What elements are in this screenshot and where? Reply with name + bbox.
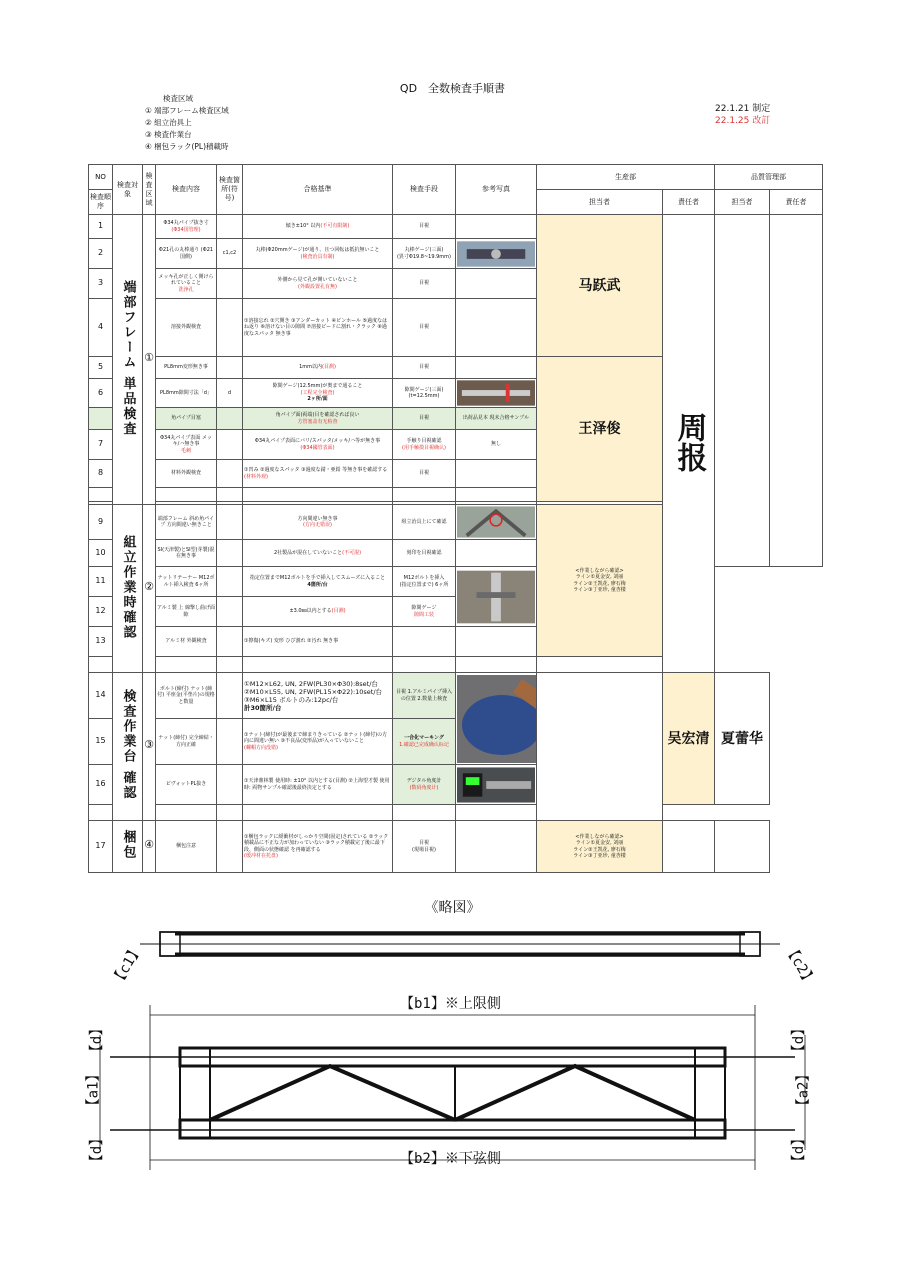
line-3: ライン③丁亚珍, 童杏楼 [573, 587, 626, 593]
row-content: アルミ製 上 線撃し曲げ面 隙 [156, 597, 217, 627]
hdr-order: 検査順序 [89, 190, 113, 215]
row-content: アルミ材 外観検査 [156, 627, 217, 657]
hdr-qa-person: 担当者 [715, 190, 770, 215]
row-no: 4 [89, 299, 113, 357]
zone-4-label: ④ [144, 838, 154, 852]
row-method: 目視 [393, 215, 456, 239]
method-text: 目視 [418, 840, 429, 846]
row-content: SI(天津製)とSI型(芽製)混在無き事 [156, 540, 217, 567]
line-1: ライン①夏金安, 刘丽 [575, 840, 624, 846]
label-d-top-right: 【d】 [791, 1021, 808, 1059]
row-photo: 無し [456, 430, 537, 460]
zone-2-label: ② [144, 580, 154, 594]
responsible-name: 周报 [671, 412, 707, 473]
row-method: 組立治具上にて確認 [393, 505, 456, 540]
side-view [100, 1005, 805, 1170]
hdr-target: 検査対象 [113, 165, 143, 215]
criteria-text: ①凹み ②過度なスパッタ ③過度な錆・亜鉛 等無き事を確認する [244, 467, 388, 473]
criteria-text: Φ34丸パイプ表面にバリ/スパッタ/メッキ/ハ等が無き事 [254, 438, 381, 444]
hdr-method: 検査手段 [393, 165, 456, 215]
method-sub: 1.確認已完成确认标记 [399, 741, 449, 748]
row-content: 梱包注意 [156, 821, 217, 873]
hdr-no: NO [89, 165, 113, 190]
criteria-text: 角パイプ面(両端)目を確認されば良い [275, 412, 360, 418]
confirm-title: <作業しながら確認> [575, 567, 624, 574]
method-text: 手触り目視確認 [406, 438, 442, 444]
diagram-title: 《略図》 [424, 900, 481, 916]
hdr-qa-resp: 責任者 [770, 190, 823, 215]
row-content: 角パイプ目塞 [156, 408, 217, 430]
method-sub: (用手触摸目視确认) [402, 444, 446, 451]
row-photo: 出荷品見本 現未合格サンプル [456, 408, 537, 430]
row-method: 目視 [393, 299, 456, 357]
method-text: 丸棒ゲージ(三面) [404, 247, 444, 253]
group-2-label: 組立作業時確認 [120, 534, 136, 640]
line-2: ライン②王凯花, 廖石梅 [573, 580, 626, 587]
method-sub: (異寸Φ19.8~19.9mm) [396, 253, 452, 260]
criteria-red: (螺帽方向没错) [244, 744, 278, 751]
criteria-text: ±3.0㎜以内とする [289, 608, 332, 615]
criteria-bold: 計30箇所/台 [244, 703, 282, 712]
hdr-qa-dept: 品質管理部 [715, 165, 823, 190]
qa-resp-name: 夏蕾华 [721, 730, 763, 747]
criteria-bold: 2ヶ所/面 [307, 396, 328, 403]
row-no: 11 [89, 567, 113, 597]
row-no: 13 [89, 627, 113, 657]
row-content: ナットリテーナー M12ボルト挿入検査 6ヶ所 [156, 567, 217, 597]
line-2: ライン②王凯花, 廖石梅 [573, 846, 626, 853]
area-3: ③ 検査作業台 [145, 130, 192, 139]
hdr-prod-dept: 生産部 [537, 165, 715, 190]
label-a1: 【a1】 [85, 1067, 102, 1113]
row-content: PL8mm隙間寸法「d」 [156, 379, 217, 408]
method-sub: (指定位置まで) 6ヶ所 [399, 581, 449, 588]
row-no: 17 [89, 821, 113, 873]
hdr-zone: 検査区域 [143, 165, 156, 215]
area-head: 検査区域 [163, 94, 193, 103]
document-title: QD 全数検査手順書 [399, 82, 506, 95]
person-name-2: 王泽俊 [578, 421, 621, 437]
line-1: ライン①夏金安, 刘丽 [575, 574, 624, 580]
row-content: 溶接外観検査 [156, 299, 217, 357]
method-sub: (t=12.5mm) [408, 393, 440, 399]
method-sub: (現場目視) [412, 846, 436, 853]
row-content: ピヴォットPL抜き [156, 765, 217, 805]
criteria-text: ①M12×L62, UN, 2FW(PL30×Φ30):8set/台 ②M10×L55, UN, 2FW(PL15×Φ22):10set/台 ③M6×L15 ボルトのみ:12pc/台 [244, 679, 383, 704]
group-4-label: 梱包 [120, 830, 136, 861]
group-1-label: 端部フレーム 単品検査 [120, 279, 136, 437]
row-content: ボルト(締付) ナット(締付) 平座金(平垫片)の規格と数量 [156, 673, 217, 719]
qa-person-name: 吴宏清 [667, 730, 710, 747]
label-b2: 【b2】※下弦側 [400, 1151, 501, 1167]
criteria-red: (不可混) [342, 549, 362, 556]
criteria-text: ①梱包ラックに緩衝材がしっかり空間(固定)されている ②ラック積載品に不正な力が加わっていない ③ラック積載完了後に最下段、側面の状態確認 を再確認する [244, 833, 389, 853]
criteria-text: 1mm以内 [299, 364, 323, 371]
method-sub: 隙間工装 [413, 611, 434, 618]
method-text: 隙間ゲージ [411, 605, 437, 611]
row-method: 目視 [393, 408, 456, 430]
criteria-text: 指定位置までM12ボルトを手で挿入してスムーズに入ること [249, 575, 386, 581]
criteria-red: (Φ34國管表面) [300, 444, 335, 451]
criteria-text: 丸棒(Φ20mmゲージ)が通り、且つ回転は抵抗無いこと [255, 247, 380, 253]
person-name-1: 马跃武 [578, 277, 621, 294]
criteria-red: (工程完全検査) [300, 389, 335, 396]
row-criteria: ①擦傷(キズ) 変形 ひび割れ ②汚れ 無き事 [243, 627, 393, 657]
criteria-red: (外観設置孔有無) [298, 283, 337, 290]
area-4: ④ 梱包ラック(PL)積載時 [145, 142, 229, 151]
row-method: 刻印を目視確認 [393, 540, 456, 567]
row-content: 端部フレーム 斜め角パイプ 方向間違い無きこと [156, 505, 217, 540]
criteria-red: 方管塞盖有无检查 [297, 418, 338, 425]
method-text: デジタル角度計 [406, 778, 442, 784]
criteria-red: (材料外观) [244, 473, 268, 480]
label-b1: 【b1】※上限側 [400, 996, 501, 1012]
label-d-bottom-right: 【d】 [791, 1131, 808, 1169]
row-no: 6 [89, 379, 113, 408]
content-red: 洗浄孔 [178, 286, 194, 293]
row-no: 8 [89, 460, 113, 488]
row-no: 3 [89, 269, 113, 299]
hdr-criteria: 合格基準 [243, 165, 393, 215]
hdr-prod-resp: 責任者 [663, 190, 715, 215]
criteria-bold: 4箇所/台 [307, 581, 328, 588]
row-method: 目視 [393, 269, 456, 299]
row-method: 目視 [393, 460, 456, 488]
row-content: Φ21孔の丸棒通り (Φ21国側) [156, 239, 217, 269]
label-c2: 【c2】 [781, 942, 818, 989]
row-criteria: ①溶接忘れ ②穴開き ③アンダーカット ④ピンホール ⑤過度なはね返り ⑥溶けない目の隙間 ⑦溶接ビードに割れ・クラック ⑧過度なスパッタ 無き事 [243, 299, 393, 357]
label-d-bottom-left: 【d】 [89, 1131, 106, 1169]
row-no: 7 [89, 430, 113, 460]
hdr-content: 検査内容 [156, 165, 217, 215]
criteria-red: (缓冲材在托盘) [244, 853, 278, 859]
method-sub: (数码角度计) [409, 784, 439, 791]
row-no: 2 [89, 239, 113, 269]
criteria-text: 隙間ゲージ(12.5mm)が奥まで通ること [272, 383, 363, 390]
zone-3-label: ③ [144, 738, 154, 752]
row-content: PL8mm変形無き事 [156, 357, 217, 379]
criteria-red: (目測) [322, 364, 336, 371]
hdr-location: 検査箇所(符号) [217, 165, 243, 215]
row-criteria: ①天津鼎林製 使用時: ±10° 以内とする(目測) ②上海望才製 使用時: 両物サンプル確認後最終決定とする [243, 765, 393, 805]
content-red: 毛刺 [180, 447, 191, 454]
row-method: 目視 1.アルミパイプ挿入の位置 2.数量上検査 [393, 673, 456, 719]
content-text: Φ34丸パイプ表面 メッキ/ハ無き事 [160, 434, 212, 448]
row-no: 12 [89, 597, 113, 627]
label-d-top-left: 【d】 [89, 1021, 106, 1059]
row-content: 材料外観検査 [156, 460, 217, 488]
criteria-text: 傾き±10° 以内 [285, 223, 321, 230]
row-loc: c1,c2 [217, 239, 243, 269]
row-no: 10 [89, 540, 113, 567]
method-text: 一合化マーキング [404, 735, 444, 741]
group-3-label: 検査作業台 確認 [120, 689, 136, 802]
hdr-prod-person: 担当者 [537, 190, 663, 215]
confirm-title: <作業しながら確認> [575, 833, 624, 840]
criteria-red: (方向无错误) [303, 522, 332, 528]
row-no: 15 [89, 719, 113, 765]
row-no: 14 [89, 673, 113, 719]
zone-1-label: ① [144, 351, 154, 365]
label-a2: 【a2】 [795, 1067, 812, 1113]
content-text: メッキ孔が正しく開けられていること [158, 273, 214, 287]
content-red: (Φ34国管理) [171, 226, 201, 233]
area-1: ① 端部フレーム検査区域 [145, 106, 229, 115]
criteria-red: (不可有限制) [320, 223, 350, 230]
criteria-text: 外側から見て孔が開いていないこと [277, 277, 358, 283]
row-content: ナット(締付) 完全締結・方向正確 [156, 719, 217, 765]
area-2: ② 組立治具上 [145, 118, 192, 127]
date-revised: 22.1.25 改訂 [715, 116, 771, 126]
method-text: M12ボルトを挿入 [403, 575, 445, 581]
criteria-red: (目测) [331, 608, 346, 615]
date-made: 22.1.21 制定 [715, 104, 771, 114]
row-no: 1 [89, 215, 113, 239]
content-text: Φ34丸パイプ抜き寸 [163, 220, 209, 226]
criteria-text: ①ナット(締付)が最後まで締まりきっている ②ナット(締付)の方向に間違い無い ③不良品(変形品)が入っていないこと [244, 731, 388, 745]
row-no: 16 [89, 765, 113, 805]
top-view [140, 932, 780, 956]
row-no: 9 [89, 505, 113, 540]
line-3: ライン③丁亚珍, 童杏楼 [573, 853, 626, 859]
criteria-red: (検査治具有制) [300, 253, 335, 260]
row-method: 目視 [393, 357, 456, 379]
hdr-photo: 参考写真 [456, 165, 537, 215]
criteria-text: 方向間違い無き事 [297, 515, 338, 522]
row-no: 5 [89, 357, 113, 379]
row-loc: d [217, 379, 243, 408]
label-c1: 【c1】 [109, 942, 146, 989]
criteria-text: 2社製品が混在していないこと [273, 549, 343, 556]
method-text: 隙間ゲージ(三面) [404, 386, 444, 393]
